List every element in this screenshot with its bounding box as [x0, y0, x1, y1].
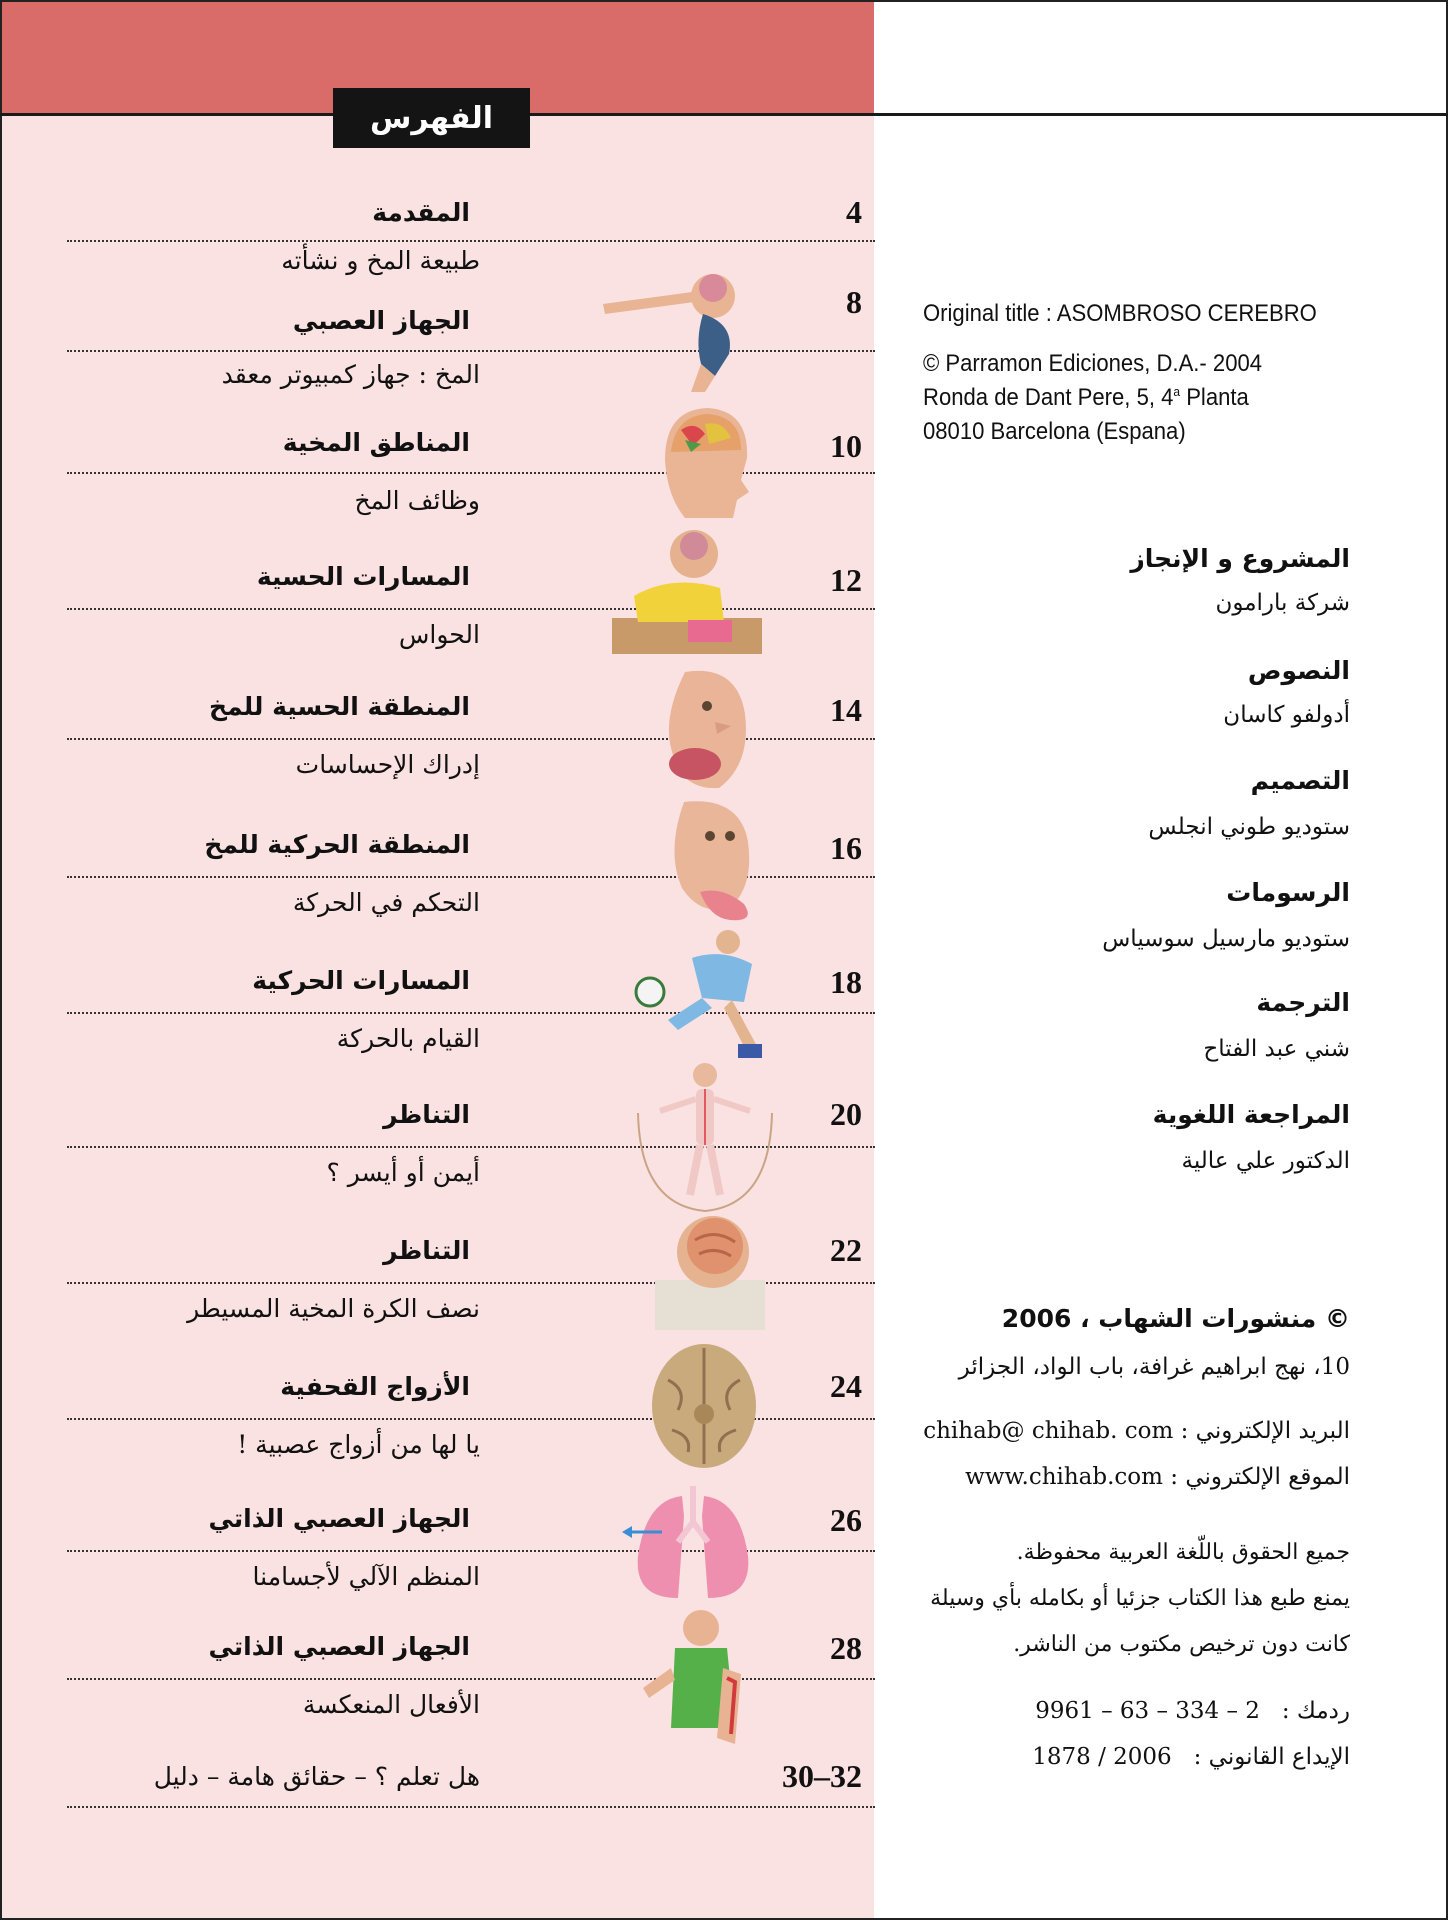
credit-role: المراجعة اللغوية	[1152, 1100, 1350, 1129]
toc-entry-title: التناظر	[383, 1236, 470, 1265]
lungs-illustration	[622, 1486, 764, 1606]
toc-entry-subtitle: الحواس	[398, 620, 480, 649]
toc-page-number: 16	[830, 830, 862, 866]
rights-line: يمنع طبع هذا الكتاب جزئيا أو بكامله بأي وسيلة	[930, 1586, 1350, 1611]
toc-dotted-rule	[67, 240, 875, 242]
publisher-line: © Parramon Ediciones, D.A.- 2004	[923, 350, 1263, 377]
soccer-player-illustration	[632, 928, 782, 1073]
toc-entry-title: المسارات الحسية	[256, 562, 470, 591]
publisher-website: الموقع الإلكتروني : www.chihab.com	[965, 1464, 1350, 1490]
toc-page-number: 12	[830, 562, 862, 598]
toc-entry-subtitle: أيمن أو أيسر ؟	[326, 1158, 480, 1187]
credit-role: التصميم	[1250, 766, 1350, 795]
credit-name: الدكتور علي عالية	[1181, 1148, 1350, 1174]
rights-line: كانت دون ترخيص مكتوب من الناشر.	[1013, 1632, 1350, 1657]
toc-entry-title: الجهاز العصبي الذاتي	[208, 1504, 470, 1533]
toc-entry-title: التناظر	[383, 1100, 470, 1129]
toc-page-number: 28	[830, 1630, 862, 1666]
toc-page-number: 10	[830, 428, 862, 464]
toc-entry-subtitle: نصف الكرة المخية المسيطر	[187, 1294, 480, 1323]
credit-role: النصوص	[1247, 656, 1350, 685]
toc-page-number: 26	[830, 1502, 862, 1538]
credit-role: الرسومات	[1226, 878, 1350, 907]
isbn: ردمك : 9961 – 63 – 334 – 2	[1035, 1698, 1350, 1724]
swimmer-brain-illustration	[595, 244, 755, 394]
toc-page-number: 22	[830, 1232, 862, 1268]
publisher-copyright: © منشورات الشهاب ، 2006	[1001, 1304, 1350, 1333]
original-title: Original title : ASOMBROSO CEREBRO	[923, 300, 1317, 327]
toc-entry-subtitle: طبيعة المخ و نشأته	[281, 246, 480, 275]
toc-entry-subtitle: الأفعال المنعكسة	[302, 1690, 480, 1719]
city-line: 08010 Barcelona (Espana)	[923, 418, 1186, 445]
credit-name: شركة بارامون	[1215, 590, 1350, 616]
brain-underside-illustration	[648, 1340, 760, 1475]
toc-entry-subtitle: المنظم الآلي لأجسامنا	[252, 1562, 480, 1591]
toc-page-number: 14	[830, 692, 862, 728]
credit-name: ستوديو طوني انجلس	[1148, 814, 1350, 840]
credit-name: أدولفو كاسان	[1223, 702, 1350, 728]
legal-deposit: الإيداع القانوني : 1878 / 2006	[1032, 1744, 1350, 1770]
toc-entry-subtitle: المخ : جهاز كمبيوتر معقد	[221, 360, 480, 389]
toc-entry-subtitle: التحكم في الحركة	[292, 888, 480, 917]
toc-entry-subtitle: هل تعلم ؟ – حقائق هامة – دليل	[153, 1762, 480, 1791]
toc-page-number: 8	[846, 284, 862, 320]
address-line: Ronda de Dant Pere, 5, 4$^a$ Planta	[923, 384, 1249, 411]
credit-role: المشروع و الإنجاز	[1130, 544, 1350, 573]
toc-entry-subtitle: وظائف المخ	[354, 486, 480, 515]
header-rule	[0, 113, 1448, 116]
boy-arm-illustration	[635, 1608, 755, 1768]
credit-name: ستوديو مارسيل سوسياس	[1102, 926, 1350, 952]
toc-entry-subtitle: إدراك الإحساسات	[295, 750, 480, 779]
publisher-address: 10، نهج ابراهيم غرافة، باب الواد، الجزائر	[958, 1354, 1350, 1380]
rights-line: جميع الحقوق باللّغة العربية محفوظة.	[1016, 1540, 1350, 1565]
toc-entry-subtitle: القيام بالحركة	[336, 1024, 480, 1053]
brain-head-illustration	[645, 400, 760, 525]
boy-brain-illustration	[655, 1210, 765, 1330]
toc-entry-title: المسارات الحركية	[252, 966, 470, 995]
sensory-face-illustration	[655, 664, 755, 792]
publisher-email: البريد الإلكتروني : chihab@ chihab. com	[923, 1418, 1350, 1444]
girl-writing-illustration	[612, 526, 762, 654]
toc-entry-title: المنطقة الحركية للمخ	[204, 830, 470, 859]
toc-entry-title: الأزواج القحفية	[280, 1372, 470, 1401]
toc-dotted-rule	[67, 1806, 875, 1808]
jump-rope-illustration	[630, 1055, 780, 1215]
toc-page-number: 20	[830, 1096, 862, 1132]
toc-page-number: 18	[830, 964, 862, 1000]
toc-entry-title: المناطق المخية	[282, 428, 470, 457]
toc-entry-title: المقدمة	[372, 198, 470, 227]
toc-page-number: 30–32	[782, 1758, 862, 1794]
toc-page-number: 4	[846, 194, 862, 230]
toc-entry-title: المنطقة الحسية للمخ	[209, 692, 470, 721]
toc-entry-subtitle: يا لها من أزواج عصبية !	[237, 1430, 480, 1459]
toc-entry-title: الجهاز العصبي الذاتي	[208, 1632, 470, 1661]
toc-heading: الفهرس	[333, 88, 530, 148]
credit-role: الترجمة	[1256, 988, 1350, 1017]
toc-page-number: 24	[830, 1368, 862, 1404]
motor-face-illustration	[660, 796, 770, 928]
toc-entry-title: الجهاز العصبي	[292, 306, 470, 335]
credit-name: شني عبد الفتاح	[1203, 1036, 1350, 1062]
